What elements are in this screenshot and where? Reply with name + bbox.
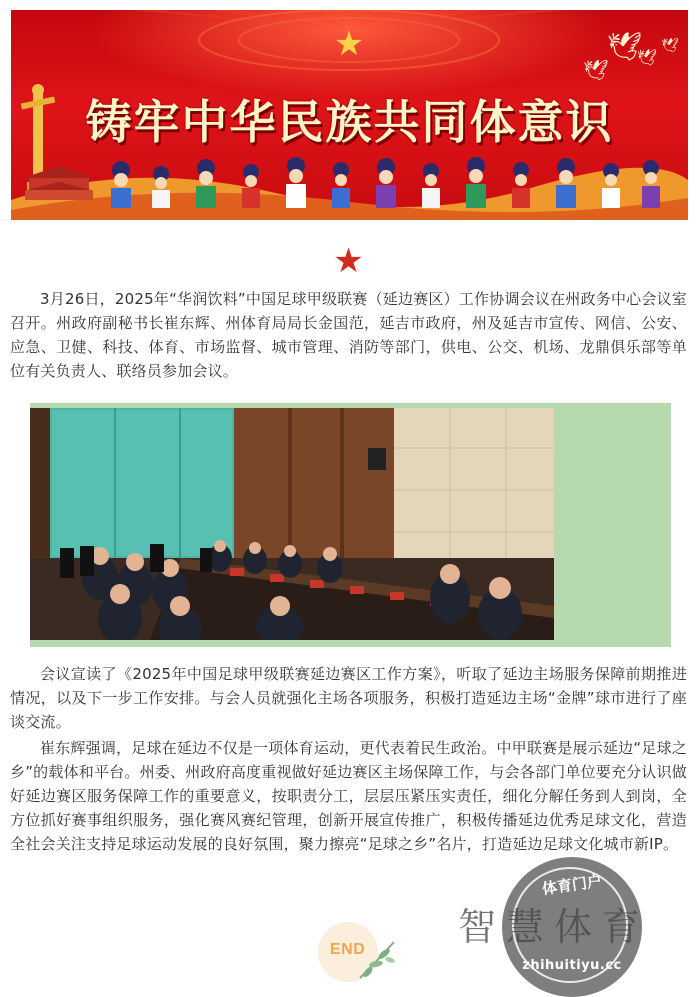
tiananmen-building-icon (19, 162, 99, 202)
banner-title: 铸牢中华民族共同体意识 (85, 95, 614, 149)
red-star-icon: ★ (333, 241, 364, 281)
article-paragraph-1: 3月26日，2025年“华润饮料”中国足球甲级联赛（延边赛区）工作协调会议在州政务中心会议室召开。州政府副秘书长崔东辉、州体育局局长金国范，延吉市政府，州及延吉市宣传、网信、公安、应急、卫健、科技、体育、市场监督、城市管理、消防等部门，供电、公交、机场、龙鼎俱乐部等单位有关负责人、联络员参加会议。 (10, 290, 687, 380)
leaf-icon (354, 936, 400, 982)
conference-meeting-photo (30, 408, 554, 640)
ethnic-crowd-illustration (11, 140, 688, 220)
dove-icon: 🕊 (637, 48, 658, 67)
meeting-photo-illustration (30, 408, 554, 640)
article-paragraph-2: 会议宣读了《2025年中国足球甲级联赛延边赛区工作方案》，听取了延边主场服务保障前期推进情况，以及下一步工作安排。与会人员就强化主场各项服务，积极打造延边主场“金牌”球市进行了座谈交流。 (10, 665, 687, 731)
dove-icon: 🕊 (607, 30, 643, 63)
dove-icon: 🕊 (583, 58, 609, 82)
dove-icon: 🕊 (661, 38, 679, 54)
emblem-star-icon: ★ (333, 24, 365, 64)
watermark-url: zhihuitiyu.cc (522, 958, 622, 973)
header-banner (11, 10, 688, 220)
end-label: END (330, 941, 366, 958)
article-paragraph-3: 崔东辉强调，足球在延边不仅是一项体育运动，更代表着民生政治。中甲联赛是展示延边“足球之乡”的载体和平台。州委、州政府高度重视做好延边赛区主场保障工作，与会各部门单位要充分认识做好延边赛区服务保障工作的重要意义，按职责分工，层层压紧压实责任，细化分解任务到人到岗，全方位抓好赛事组织服务，强化赛风赛纪管理，创新开展宣传推广，积极传播延边优秀足球文化，营造全社会关注支持足球运动发展的良好氛围，聚力擦亮“足球之乡”名片，打造延边足球文化城市新IP。 (10, 739, 687, 853)
watermark-main-text: 智慧体育 (458, 905, 651, 949)
watermark-top-text: 体育门户 (541, 871, 604, 899)
